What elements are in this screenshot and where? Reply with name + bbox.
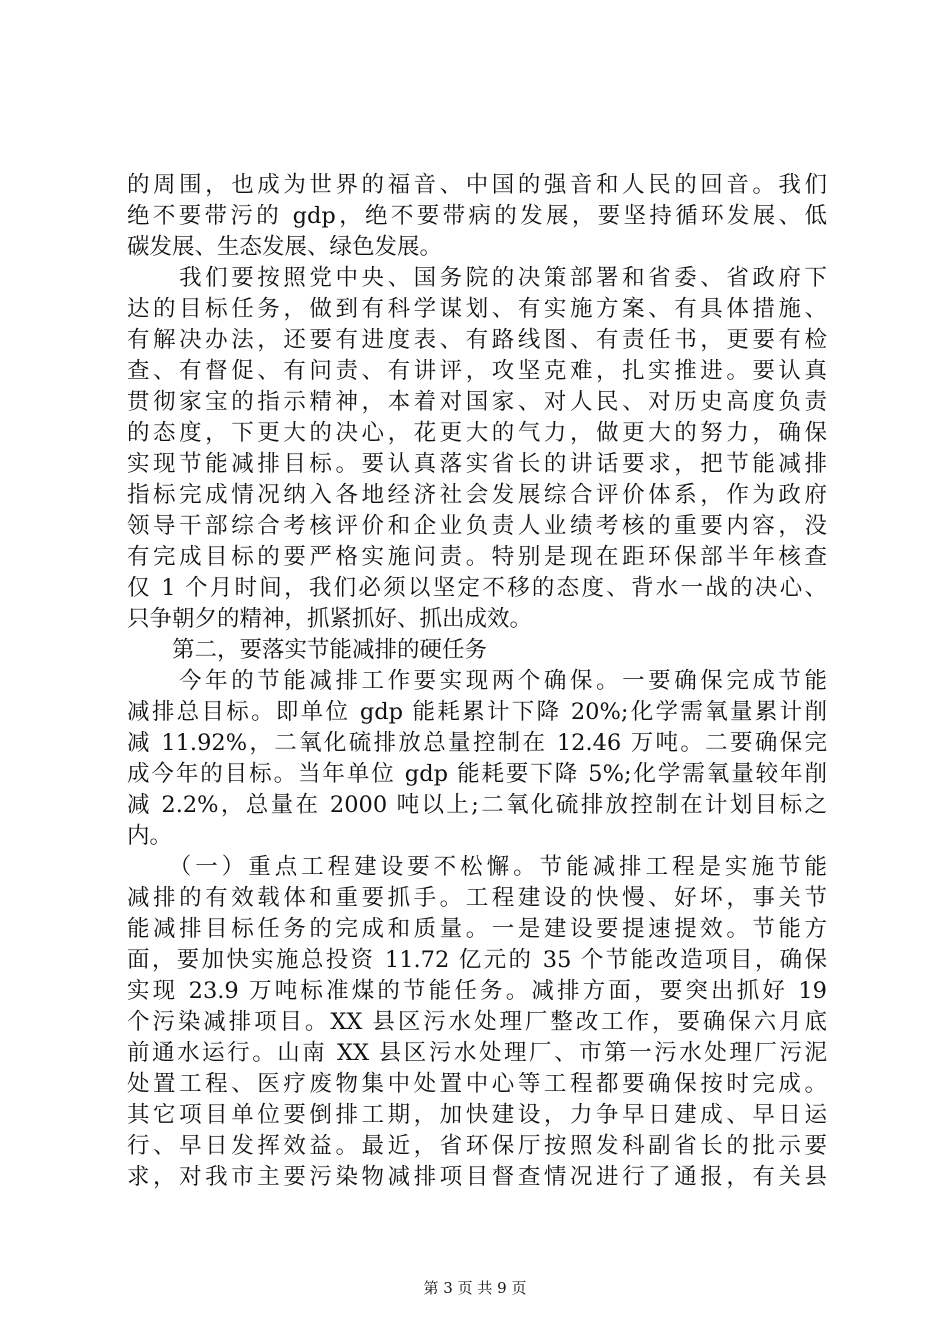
text-line: 达的目标任务，做到有科学谋划、有实施方案、有具体措施、 xyxy=(127,296,827,322)
text-line: 前通水运行。山南 XX 县区污水处理厂、市第一污水处理厂污泥 xyxy=(127,1040,827,1066)
text-line: 实现节能减排目标。要认真落实省长的讲话要求，把节能减排 xyxy=(127,451,827,477)
text-line: 其它项目单位要倒排工期，加快建设，力争早日建成、早日运 xyxy=(127,1102,827,1128)
text-line: 有解决办法，还要有进度表、有路线图、有责任书，更要有检 xyxy=(127,327,827,353)
text-line: 求，对我市主要污染物减排项目督查情况进行了通报，有关县 xyxy=(127,1164,827,1190)
text-line: 成今年的目标。当年单位 gdp 能耗要下降 5%;化学需氧量较年削 xyxy=(127,761,827,787)
text-line: 的态度，下更大的决心，花更大的气力，做更大的努力，确保 xyxy=(127,420,827,446)
text-line: 的周围，也成为世界的福音、中国的强音和人民的回音。我们 xyxy=(127,172,827,198)
text-line: 贯彻家宝的指示精神，本着对国家、对人民、对历史高度负责 xyxy=(127,389,827,415)
text-line: 减排的有效载体和重要抓手。工程建设的快慢、好坏，事关节 xyxy=(127,885,827,911)
page-footer: 第 3 页 共 9 页 xyxy=(423,1279,527,1297)
text-line: 减 2.2%，总量在 2000 吨以上;二氧化硫排放控制在计划目标之 xyxy=(127,792,827,818)
text-line: （一）重点工程建设要不松懈。节能减排工程是实施节能 xyxy=(127,854,827,880)
text-line: 绝不要带污的 gdp，绝不要带病的发展，要坚持循环发展、低 xyxy=(127,203,827,229)
document-body xyxy=(127,170,827,1193)
text-line: 行、早日发挥效益。最近，省环保厅按照发科副省长的批示要 xyxy=(127,1133,827,1159)
text-line: 内。 xyxy=(127,823,173,849)
text-line: 第二，要落实节能减排的硬任务 xyxy=(127,637,488,663)
text-line: 处置工程、医疗废物集中处置中心等工程都要确保按时完成。 xyxy=(127,1071,827,1097)
text-line: 指标完成情况纳入各地经济社会发展综合评价体系，作为政府 xyxy=(127,482,827,508)
text-line: 有完成目标的要严格实施问责。特别是现在距环保部半年核查 xyxy=(127,544,827,570)
text-line: 能减排目标任务的完成和质量。一是建设要提速提效。节能方 xyxy=(127,916,827,942)
text-line: 领导干部综合考核评价和企业负责人业绩考核的重要内容，没 xyxy=(127,513,827,539)
text-line: 我们要按照党中央、国务院的决策部署和省委、省政府下 xyxy=(127,265,827,291)
text-line: 只争朝夕的精神，抓紧抓好、抓出成效。 xyxy=(127,606,533,632)
text-line: 个污染减排项目。XX 县区污水处理厂整改工作，要确保六月底 xyxy=(127,1009,827,1035)
text-line: 减排总目标。即单位 gdp 能耗累计下降 20%;化学需氧量累计削 xyxy=(127,699,827,725)
text-line: 减 11.92%，二氧化硫排放总量控制在 12.46 万吨。二要确保完 xyxy=(127,730,827,756)
text-line: 面，要加快实施总投资 11.72 亿元的 35 个节能改造项目，确保 xyxy=(127,947,827,973)
text-line: 实现 23.9 万吨标准煤的节能任务。减排方面，要突出抓好 19 xyxy=(127,978,827,1004)
text-line: 仅 1 个月时间，我们必须以坚定不移的态度、背水一战的决心、 xyxy=(127,575,827,601)
text-line: 查、有督促、有问责、有讲评，攻坚克难，扎实推进。要认真 xyxy=(127,358,827,384)
text-line: 碳发展、生态发展、绿色发展。 xyxy=(127,234,443,260)
text-line: 今年的节能减排工作要实现两个确保。一要确保完成节能 xyxy=(127,668,827,694)
